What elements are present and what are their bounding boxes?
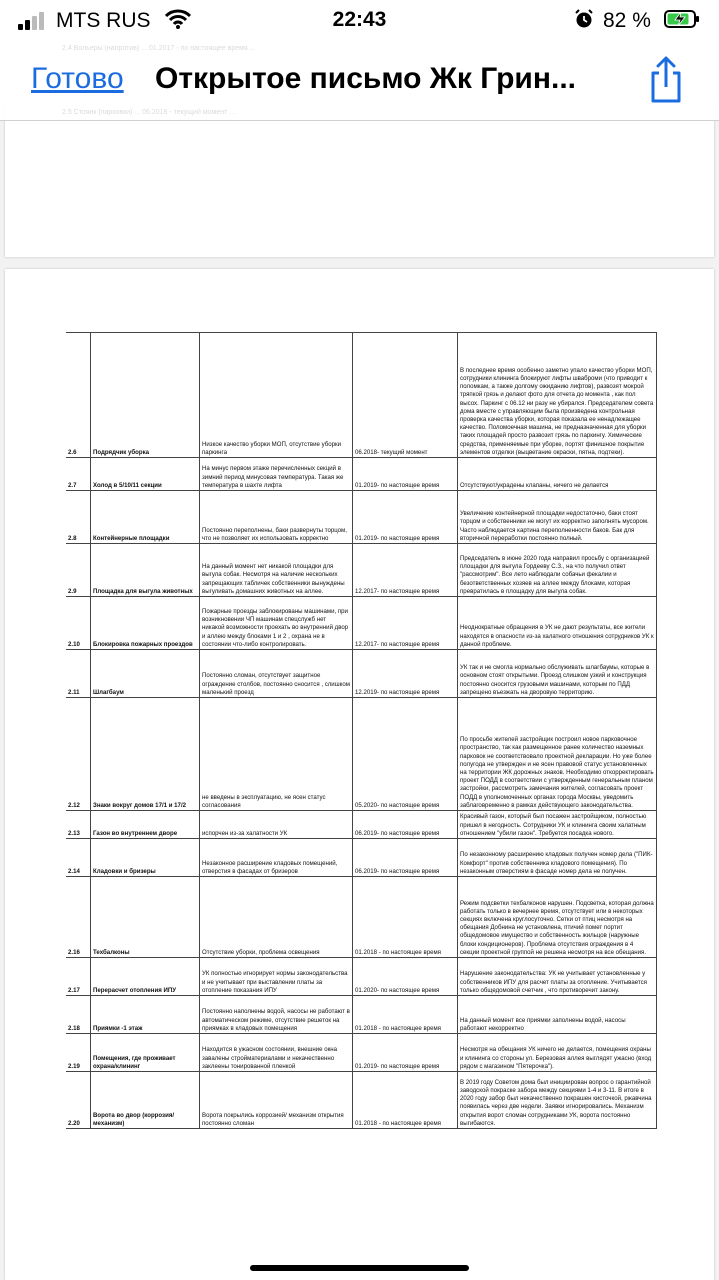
table-row: [66, 698, 657, 811]
issues-table: [66, 332, 657, 1129]
alarm-icon: [574, 9, 594, 29]
row-number: 2.18: [66, 996, 91, 1034]
clock: 22:43: [332, 8, 387, 31]
table-row: [66, 839, 657, 877]
row-issue: испорчен из-за халатности УК: [200, 811, 353, 839]
row-title: Площадка для выгула животных: [91, 544, 200, 597]
row-issue: Ворота покрылись коррозией/ механизм открытия постоянно сломан: [200, 1072, 353, 1129]
row-issue: Постоянно переполнены, баки развернуты торцом, что не позволяет их использовать корректно: [200, 491, 353, 544]
row-number: 2.16: [66, 877, 91, 958]
table-row: [66, 877, 657, 958]
row-number: 2.9: [66, 544, 91, 597]
row-period: 05.2020- по настоящее время: [353, 698, 458, 811]
row-title: Техбалконы: [91, 877, 200, 958]
row-comment: В последнее время особенно заметно упало качество уборки МОП, сотрудники клининга блокируют лифты шваброми (что приводит к поломкам, а также долгому ожиданию лифтов), развозят мокрой тряпкой грязь и делают фото для отчета до момента , как пол высох. Паркинг с 06.12 ни разу не убирался. Председателем совета дома вместе с управляющим была произведена контрольная проверка качества уборки, которая показала ее ненадлежащее качество. Поломоечная машина, не предназначенная для уборки таких площадей просто развозит грязь по паркингу. Химические средства, применяемые при уборке, портят финишное покрытие элементов отделки (выцветание окраски, пятна, подтеки).: [458, 333, 657, 458]
status-bar: [0, 0, 719, 40]
row-issue: УК полностью игнорирует нормы законодательства и не учитывает при выставлении платы за отопление показания ИПУ: [200, 958, 353, 996]
table-row: [66, 1072, 657, 1129]
row-title: Подрядчик уборка: [91, 333, 200, 458]
row-title: Перерасчет отопления ИПУ: [91, 958, 200, 996]
row-number: 2.20: [66, 1072, 91, 1129]
row-comment: Красивый газон, который был посажен застройщиком, полностью пришел в негодность. Сотрудники УК и клининга своим халатным отношением "убили газон". Требуется посадка нового.: [458, 811, 657, 839]
row-issue: На минус первом этаже перечисленных секций в зимний период минусовая температура. Такая же температура в шахте лифта: [200, 458, 353, 491]
navigation-bar: [0, 40, 719, 121]
ghost-row: 2.5 Стоянк (парковки) ... 06.2018 - текущий момент ...: [62, 109, 236, 116]
row-number: 2.8: [66, 491, 91, 544]
table-row: [66, 1034, 657, 1072]
row-period: 01.2018 - по настоящее время: [353, 996, 458, 1034]
row-comment: Увеличение контейнерной площадки недостаточно, баки стоят торцом и собственники не могут их корректно заполнять мусором. Часто наблюдается картина переполненности баков. Бак для вторичной переработки постоянно полный.: [458, 491, 657, 544]
row-number: 2.6: [66, 333, 91, 458]
row-issue: Пожарные проезды заблокированы машинами, при возникновении ЧП машинам спецслужб нет никакой возможности проехать во внутренний двор и аллею между блоками 1 и 2 , охрана не в состоянии что-либо контролировать.: [200, 597, 353, 650]
table-row: [66, 958, 657, 996]
table-row: [66, 650, 657, 698]
battery-percent: 82 %: [603, 9, 651, 32]
table-row: [66, 597, 657, 650]
row-period: 01.2019- по настоящее время: [353, 458, 458, 491]
row-title: Ворота во двор (коррозия/механизм): [91, 1072, 200, 1129]
row-period: 01.2020- по настоящее время: [353, 958, 458, 996]
row-period: 06.2019- по настоящее время: [353, 839, 458, 877]
row-title: Знаки вокруг домов 17/1 и 17/2: [91, 698, 200, 811]
row-comment: По просьбе жителей застройщик построил новое парковочное пространство, так как размещенное ранее количество наземных парковок не соответствовало проектной декларации. Но уже более полугода не утвержден и не ясен правовой статус установленных на территории ЖК дорожных знаков. Необходимо откорректировать проект ПОДД в соответствии с утвержденным генеральным планом застройки, рассмотреть замечания жителей, согласовать проект ПОДД в уполномоченных органах города Москвы, уведомить заблаговременно в рамках действующего законодательства.: [458, 698, 657, 811]
battery-charging-icon: [664, 10, 700, 28]
row-title: Приямки -1 этаж: [91, 996, 200, 1034]
pdf-page-current: [5, 269, 714, 1280]
row-period: 01.2018 - по настоящее время: [353, 877, 458, 958]
home-indicator[interactable]: [250, 1265, 469, 1271]
row-number: 2.19: [66, 1034, 91, 1072]
row-issue: не введены в эксплуатацию, не ясен статус согласования: [200, 698, 353, 811]
row-issue: Постоянно наполнены водой, насосы не работают в автоматическом режиме, отсутствие решеток на приямках в кладовых помещения: [200, 996, 353, 1034]
row-period: 12.2019- по настоящее время: [353, 650, 458, 698]
row-period: 06.2018- текущий момент: [353, 333, 458, 458]
pdf-page-previous: [5, 100, 714, 257]
row-number: 2.7: [66, 458, 91, 491]
row-comment: В 2019 году Советом дома был инициирован вопрос о гарантийной заводской покраске забора между секциями 1-4 и 3-11. В итоге в 2020 году забор был некачественно покрашен кисточкой, ржавчина появилась через две недели. Заявки игнорировались. Механизм открытия ворот сломан сотрудниками УК, ворота постоянно выгибаются.: [458, 1072, 657, 1129]
row-comment: Нарушение законодательства: УК не учитывает установленные у собственников ИПУ для расчет платы за отопление. Учитывается только общедомовой счетчик , что противоречит закону.: [458, 958, 657, 996]
table-row: [66, 333, 657, 458]
row-number: 2.17: [66, 958, 91, 996]
row-period: 12.2017- по настоящее время: [353, 544, 458, 597]
carrier-name: MTS RUS: [56, 9, 151, 32]
row-period: 12.2017- по настоящее время: [353, 597, 458, 650]
row-comment: На данный момент все приямки заполнены водой, насосы работают некорректно: [458, 996, 657, 1034]
row-issue: Отсутствие уборки, проблема освещения: [200, 877, 353, 958]
row-number: 2.10: [66, 597, 91, 650]
row-title: Кладовки и бризеры: [91, 839, 200, 877]
row-comment: Неоднократные обращения в УК не дают результаты, все жители находятся в опасности из-за халатного отношения сотрудников УК к данной проблеме.: [458, 597, 657, 650]
row-comment: Режим подсветки техбалконов нарушен. Подсветка, которая должна работать только в вечернее время, отсутствует или в некоторых секциях включена круглосуточно. Сетки от птиц несмотря на обещания Добнина не установлена, птичий помет портит общедомовое имущество и собственность жильцов (наружные блоки кондиционеров). Проблема отсутствия ограждения в 4 секции проектной группой не решена несмотря на все обещания.: [458, 877, 657, 958]
row-number: 2.14: [66, 839, 91, 877]
done-button[interactable]: Готово: [31, 62, 124, 95]
table-row: [66, 544, 657, 597]
row-comment: Отсутствуют/украдены клапаны, ничего не делается: [458, 458, 657, 491]
row-number: 2.12: [66, 698, 91, 811]
row-period: 01.2019- по настоящее время: [353, 1034, 458, 1072]
row-comment: Несмотря на обещания УК ничего не делается, помещения охраны и клининга со стороны ул. Березовая аллея выглядят ужасно (вход рядом с магазином "Пятерочка").: [458, 1034, 657, 1072]
row-number: 2.11: [66, 650, 91, 698]
row-issue: Незаконное расширение кладовых помещений, отверстия в фасадах от бризеров: [200, 839, 353, 877]
document-title: Открытое письмо Жк Грин...: [155, 62, 576, 95]
row-title: Помещения, где проживает охрана/клининг: [91, 1034, 200, 1072]
row-comment: По незаконному расширению кладовых получен номер дела ("ПИК-Комфорт" против собственника кладового помещения). По незаконным отверстиям в фасаде номер дела не получен.: [458, 839, 657, 877]
table-row: [66, 996, 657, 1034]
row-title: Контейнерные площадки: [91, 491, 200, 544]
row-period: 01.2019- по настоящее время: [353, 491, 458, 544]
row-issue: Постоянно сломан, отсутствует защитное ограждение столбов, постоянно сносится , слишком маленький проезд: [200, 650, 353, 698]
row-period: 06.2019- по настоящее время: [353, 811, 458, 839]
row-number: 2.13: [66, 811, 91, 839]
share-icon[interactable]: [645, 55, 687, 105]
row-comment: Председатель в июне 2020 года направил просьбу с организацией площадки для выгула Гордееву С.З., на что получил ответ "рассмотрим". Все лето наблюдали собачьи фекалии и безответственных хозяев на аллее между блоками, которая превратилась в площадку для выгула собак.: [458, 544, 657, 597]
row-issue: Низкое качество уборки МОП, отсутствие уборки паркинга: [200, 333, 353, 458]
row-title: Холод в 5/10/11 секции: [91, 458, 200, 491]
table-row: [66, 491, 657, 544]
row-issue: На данный момент нет никакой площадки для выгула собак. Несмотря на наличие нескольких запрещающих табличек собственники вынуждены выгуливать домашних животных на аллее.: [200, 544, 353, 597]
ghost-row: 2.4 Вольеры (напротив) ... 01.2017 - по настоящее время ...: [62, 45, 256, 52]
row-comment: УК так и не смогла нормально обслуживать шлагбаумы, которые в основном стоят открытыми. Проезд слишком узкий и конструкция постоянно сносится грузовыми машинами, которым по ПДД запрещено въезжать на дворовую территорию.: [458, 650, 657, 698]
row-issue: Находится в ужасном состоянии, внешние окна завалены стройматериалами и некачественно заклеены тонированной пленкой: [200, 1034, 353, 1072]
row-title: Шлагбаум: [91, 650, 200, 698]
row-title: Газон во внутреннем дворе: [91, 811, 200, 839]
row-title: Блокировка пожарных проездов: [91, 597, 200, 650]
row-period: 01.2018 - по настоящее время: [353, 1072, 458, 1129]
table-row: [66, 811, 657, 839]
table-row: [66, 458, 657, 491]
